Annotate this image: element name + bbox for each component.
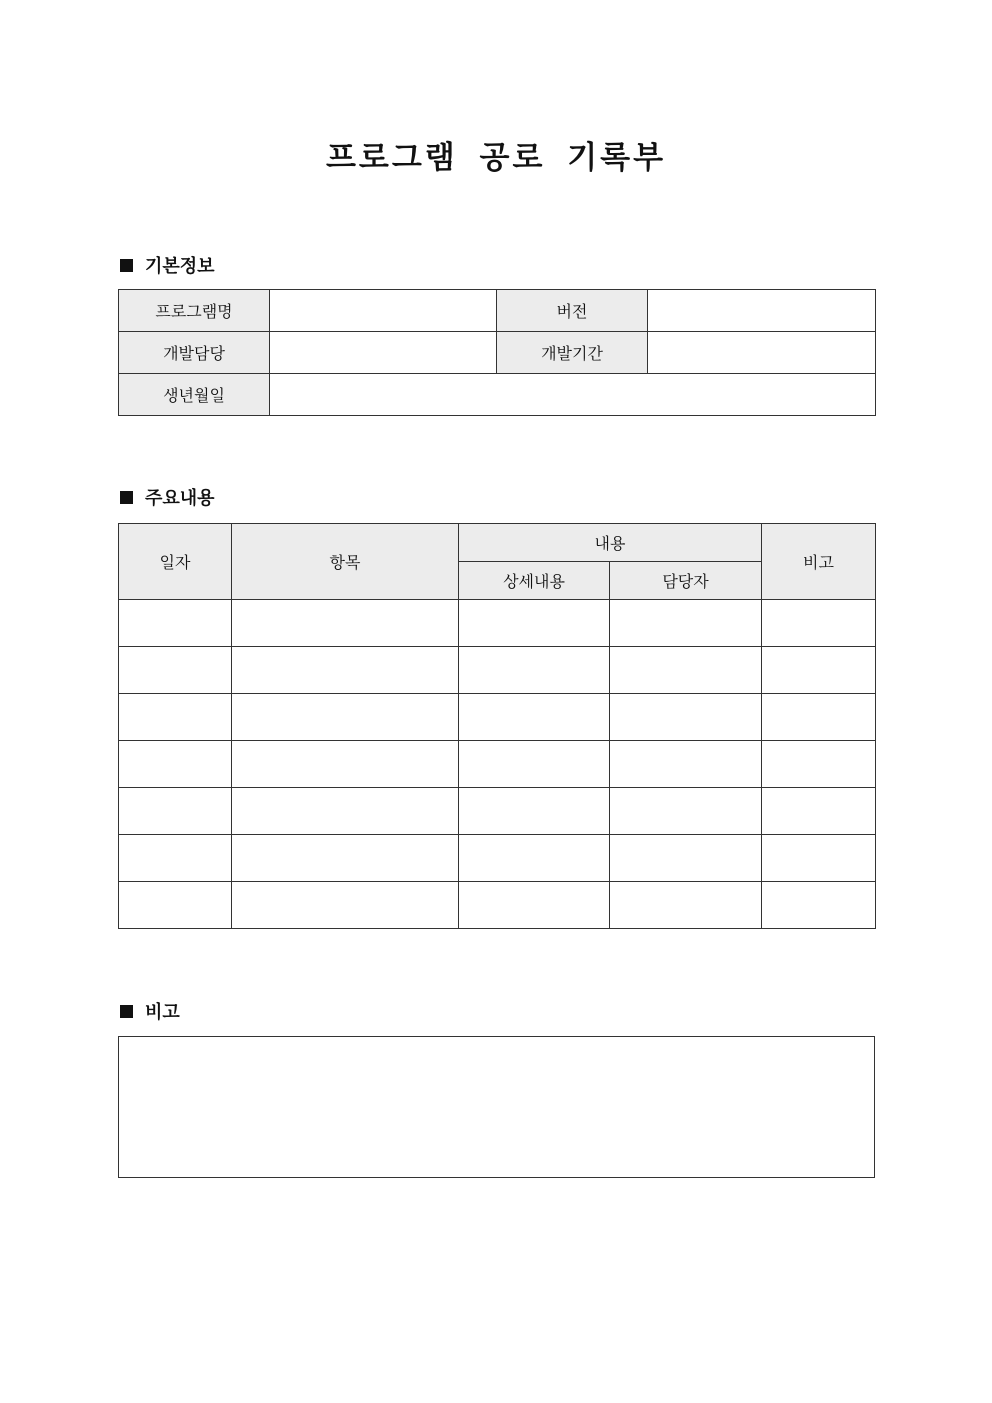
main-content-heading [120,485,215,509]
document-title: 프로그램 공로 기록부 [325,140,667,176]
program-name-field[interactable] [270,290,497,332]
detail-cell[interactable] [459,835,610,882]
basic-info-table [118,289,876,416]
date-cell[interactable] [119,694,232,741]
version-field[interactable] [648,290,876,332]
date-cell[interactable] [119,882,232,929]
remarks-heading-text: 비고 [145,1002,180,1023]
table-row [119,647,876,694]
remarks-cell[interactable] [762,835,876,882]
basic-info-row-developer [119,332,876,374]
column-header-date: 일자 [119,524,232,600]
item-cell[interactable] [232,600,459,647]
column-header-remarks: 비고 [762,524,876,600]
basic-info-heading [120,253,215,277]
detail-cell[interactable] [459,882,610,929]
column-header-item: 항목 [232,524,459,600]
remarks-cell[interactable] [762,647,876,694]
remarks-cell[interactable] [762,882,876,929]
remarks-cell[interactable] [762,741,876,788]
column-header-content: 내용 [459,524,762,562]
person-cell[interactable] [610,788,762,835]
square-bullet-icon [120,491,133,504]
item-cell[interactable] [232,835,459,882]
detail-cell[interactable] [459,788,610,835]
item-cell[interactable] [232,741,459,788]
table-row [119,741,876,788]
person-cell[interactable] [610,600,762,647]
detail-cell[interactable] [459,600,610,647]
person-cell[interactable] [610,882,762,929]
detail-cell[interactable] [459,694,610,741]
remarks-textarea[interactable] [118,1036,875,1178]
person-cell[interactable] [610,835,762,882]
item-cell[interactable] [232,647,459,694]
date-cell[interactable] [119,647,232,694]
dev-period-field[interactable] [648,332,876,374]
developer-field[interactable] [270,332,497,374]
basic-info-heading-text: 기본정보 [145,256,215,277]
column-header-person: 담당자 [610,562,762,600]
square-bullet-icon [120,259,133,272]
remarks-cell[interactable] [762,694,876,741]
table-row [119,882,876,929]
person-cell[interactable] [610,741,762,788]
remarks-cell[interactable] [762,788,876,835]
date-cell[interactable] [119,788,232,835]
remarks-heading [120,999,180,1023]
date-cell[interactable] [119,835,232,882]
column-header-detail: 상세내용 [459,562,610,600]
dev-period-label: 개발기간 [497,332,648,374]
square-bullet-icon [120,1005,133,1018]
person-cell[interactable] [610,647,762,694]
item-cell[interactable] [232,882,459,929]
main-content-heading-text: 주요내용 [145,488,215,509]
birth-date-field[interactable] [270,374,876,416]
item-cell[interactable] [232,694,459,741]
table-row [119,694,876,741]
table-row [119,600,876,647]
person-cell[interactable] [610,694,762,741]
program-name-label: 프로그램명 [119,290,270,332]
table-row [119,835,876,882]
basic-info-row-program [119,290,876,332]
item-cell[interactable] [232,788,459,835]
detail-cell[interactable] [459,741,610,788]
developer-label: 개발담당 [119,332,270,374]
remarks-cell[interactable] [762,600,876,647]
birth-date-label: 생년월일 [119,374,270,416]
date-cell[interactable] [119,741,232,788]
date-cell[interactable] [119,600,232,647]
detail-cell[interactable] [459,647,610,694]
basic-info-row-birth [119,374,876,416]
table-row [119,788,876,835]
table-header-row [119,524,876,562]
main-content-table [118,523,876,929]
version-label: 버전 [497,290,648,332]
